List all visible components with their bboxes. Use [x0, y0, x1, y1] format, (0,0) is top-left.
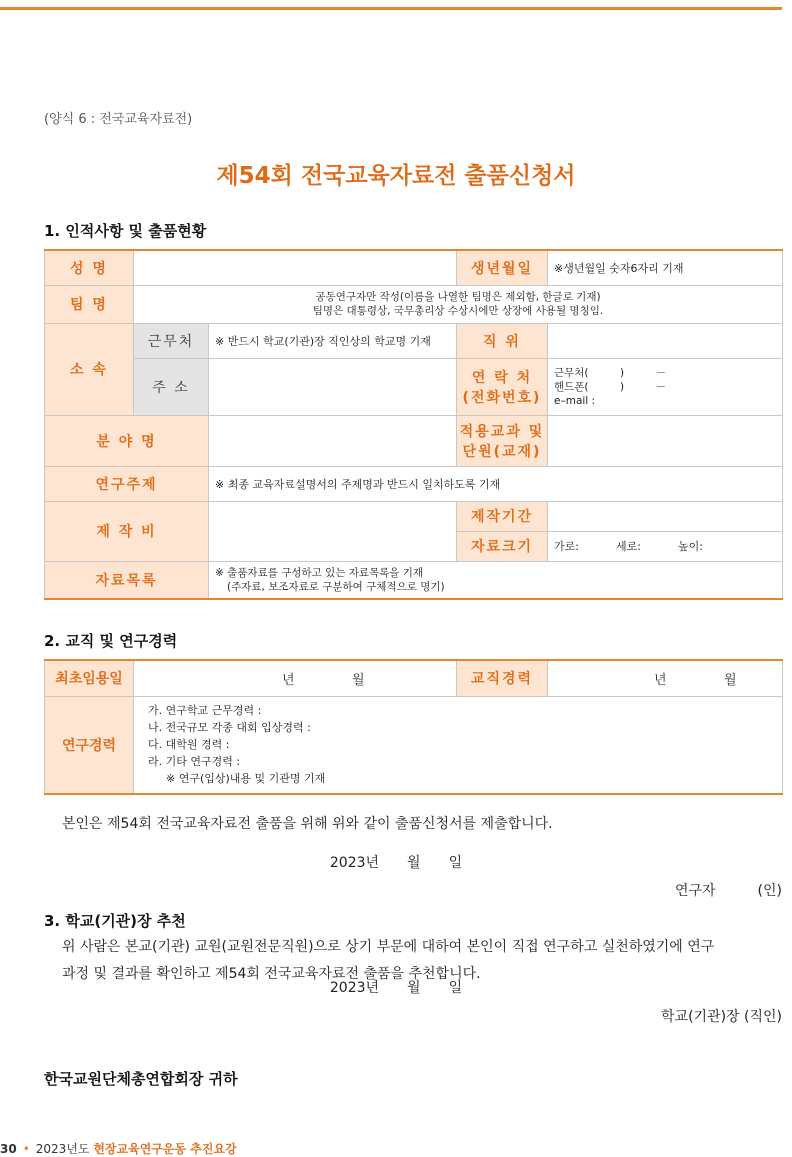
list-note-1: ※ 출품자료를 구성하고 있는 자료목록을 기재: [215, 566, 424, 579]
research-item-note: ※ 연구(입상)내용 및 기관명 기재: [166, 772, 326, 786]
team-note-2: 팀명은 대통령상, 국무총리상 수상시에만 상장에 사용될 명칭임.: [312, 305, 604, 317]
birth-note: ※생년월일 숫자6자리 기재: [554, 261, 684, 275]
section1-heading: 1. 인적사항 및 출품현황: [44, 222, 207, 240]
address-label: 주 소: [134, 358, 209, 415]
name-field[interactable]: [134, 250, 457, 285]
date-2: 2023년 월 일: [329, 980, 463, 996]
researcher-sign: 연구자 (인): [674, 883, 782, 899]
list-note-2: (주자료, 보조자료로 구분하여 구체적으로 명기): [227, 580, 445, 593]
period-field[interactable]: [548, 501, 783, 531]
teaching-career-field[interactable]: [548, 660, 783, 696]
first-appointment-field[interactable]: [134, 660, 457, 696]
subject-label: [457, 415, 548, 466]
size-field[interactable]: [548, 531, 783, 561]
career-table: [44, 659, 783, 795]
subject-label-line2: 단원(교재): [462, 443, 542, 460]
size-label: 자료크기: [457, 531, 548, 561]
research-career-field[interactable]: [134, 696, 783, 794]
first-month-unit: 월: [352, 672, 365, 688]
recommend-line-2: 과정 및 결과를 확인하고 제54회 전국교육자료전 출품을 추천합니다.: [62, 966, 481, 982]
statement: 본인은 제54회 전국교육자료전 출품을 위해 위와 같이 출품신청서를 제출합니다.: [62, 816, 553, 832]
research-item-3: 다. 대학원 경력 :: [148, 738, 230, 752]
field-label: 분 야 명: [45, 415, 209, 466]
principal-sign: 학교(기관)장 (직인): [661, 1009, 782, 1025]
contact-label-line1: 연 락 처: [471, 369, 533, 386]
contact-field[interactable]: [548, 358, 783, 415]
contact-workplace: 근무처( ) －: [554, 366, 667, 379]
personal-info-table: [44, 249, 783, 600]
topic-note: ※ 최종 교육자료설명서의 주제명과 반드시 일치하도록 기재: [215, 477, 501, 491]
recipient: 한국교원단체총연합회장 귀하: [44, 1070, 238, 1088]
affiliation-label: 소 속: [45, 323, 134, 415]
size-depth: 높이:: [678, 540, 703, 553]
section2-heading: 2. 교직 및 연구경력: [44, 632, 178, 650]
page-title: 제54회 전국교육자료전 출품신청서: [216, 163, 576, 189]
page-number: 30: [0, 1142, 17, 1156]
recommend-line-1: 위 사람은 본교(기관) 교원(교원전문직원)으로 상기 부문에 대하여 본인이 직접 연구하고 실천하였기에 연구: [62, 939, 715, 955]
subject-label-line1: 적용교과 및: [459, 423, 545, 440]
footer-dot-icon: •: [22, 1142, 30, 1156]
workplace-label: 근무처: [134, 323, 209, 358]
team-label: 팀 명: [45, 285, 134, 323]
workplace-note: ※ 반드시 학교(기관)장 직인상의 학교명 기재: [215, 334, 431, 348]
section3-heading: 3. 학교(기관)장 추천: [44, 912, 186, 930]
contact-label: [457, 358, 548, 415]
address-field[interactable]: [209, 358, 457, 415]
first-year-unit: 년: [282, 672, 295, 688]
position-label: 직 위: [457, 323, 548, 358]
list-field[interactable]: [209, 561, 783, 599]
workplace-field[interactable]: [209, 323, 457, 358]
size-width: 가로:: [554, 540, 579, 553]
date-1: 2023년 월 일: [329, 855, 463, 871]
form-note: (양식 6 : 전국교육자료전): [44, 112, 193, 127]
footer-year: 2023년도: [35, 1142, 90, 1156]
team-note-1: 공동연구자만 작성(이름을 나열한 팀명은 제외함, 한글로 기재): [315, 291, 601, 303]
size-height: 세로:: [616, 540, 641, 553]
research-career-label: 연구경력: [45, 696, 134, 794]
name-label: 성 명: [45, 250, 134, 285]
topic-label: 연구주제: [45, 466, 209, 501]
cost-field[interactable]: [209, 501, 457, 561]
subject-field[interactable]: [548, 415, 783, 466]
top-accent-bar: [0, 7, 782, 10]
teaching-career-label: 교직경력: [457, 660, 548, 696]
period-label: 제작기간: [457, 501, 548, 531]
position-field[interactable]: [548, 323, 783, 358]
cost-label: 제 작 비: [45, 501, 209, 561]
birth-field[interactable]: [548, 250, 783, 285]
contact-email: e–mail :: [554, 394, 596, 407]
research-item-4: 라. 기타 연구경력 :: [148, 755, 241, 769]
contact-mobile: 핸드폰( ) －: [554, 380, 667, 393]
research-item-1: 가. 연구학교 근무경력 :: [148, 704, 262, 718]
team-field[interactable]: [134, 285, 783, 323]
footer-guide-title: 현장교육연구운동 추진요강: [93, 1142, 237, 1156]
first-appointment-label: 최초임용일: [45, 660, 134, 696]
field-input[interactable]: [209, 415, 457, 466]
research-item-2: 나. 전국규모 각종 대회 입상경력 :: [148, 721, 311, 735]
list-label: 자료목록: [45, 561, 209, 599]
career-month-unit: 월: [724, 672, 737, 688]
career-year-unit: 년: [654, 672, 667, 688]
footer: [0, 1140, 237, 1157]
contact-label-line2: (전화번호): [462, 389, 542, 406]
birth-label: 생년월일: [457, 250, 548, 285]
topic-field[interactable]: [209, 466, 783, 501]
